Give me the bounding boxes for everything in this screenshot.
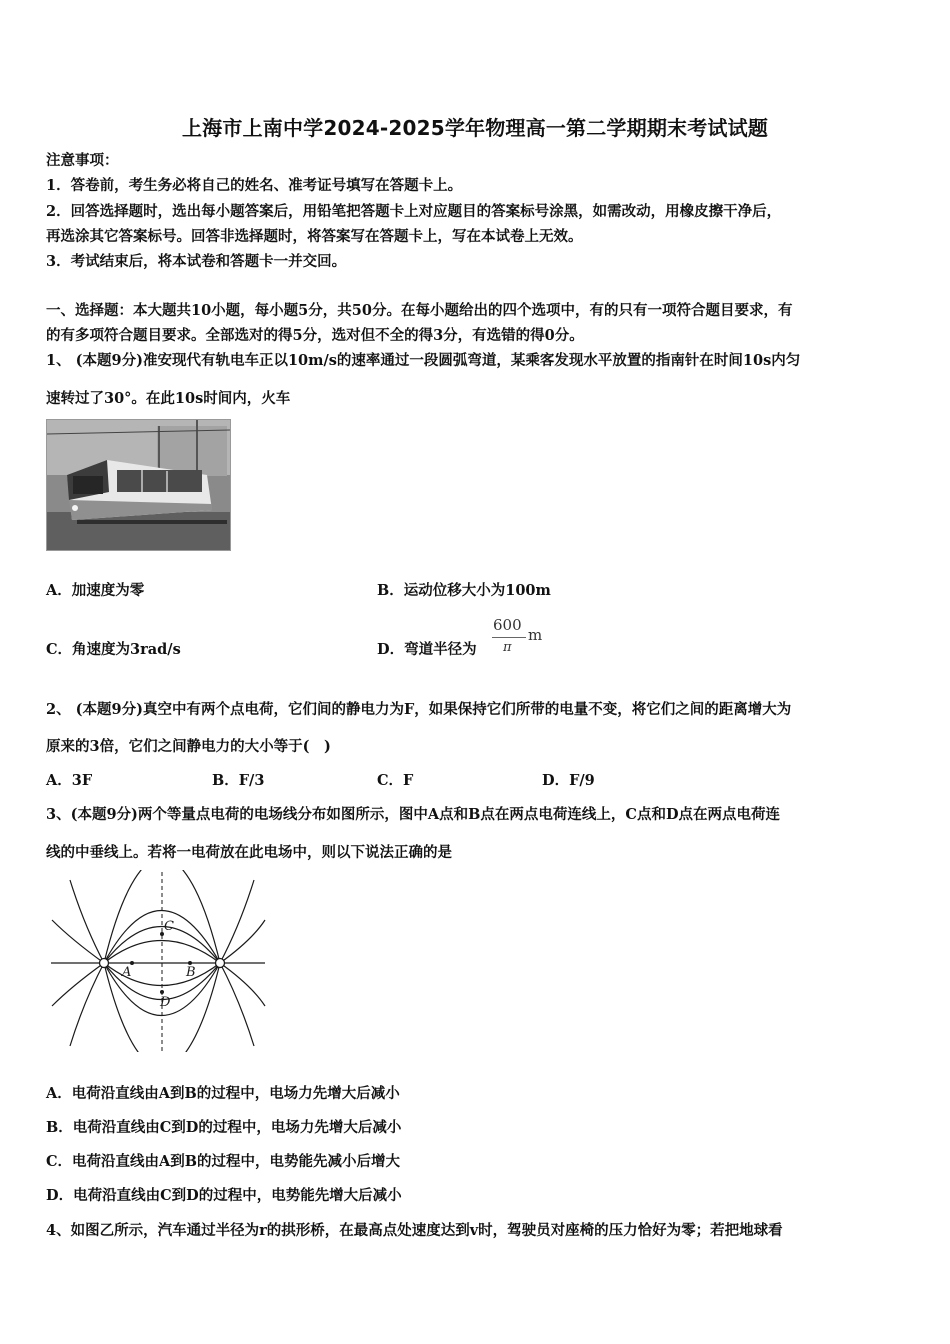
q2-stem-line-1: 2、 (本题9分)真空中有两个点电荷，它们间的静电力为F，如果保持它们所带的电量不变，将它们之间的距离增大为 xyxy=(46,701,792,718)
fraction-bar xyxy=(492,637,526,638)
fraction-numerator: 600 xyxy=(493,616,522,634)
q4-stem-line-1: 4、如图乙所示，汽车通过半径为r的拱形桥，在最高点处速度达到v时，驾驶员对座椅的压力恰好为零；若把地球看 xyxy=(46,1222,783,1239)
q1-option-b: B．运动位移大小为100m xyxy=(377,582,551,599)
q1-option-c: C．角速度为3rad/s xyxy=(46,641,181,658)
tram-illustration xyxy=(47,420,230,550)
q3-option-d: D．电荷沿直线由C到D的过程中，电势能先增大后减小 xyxy=(46,1187,402,1204)
notice-item-2: 2．回答选择题时，选出每小题答案后，用铅笔把答题卡上对应题目的答案标号涂黑，如需改动，用橡皮擦干净后， xyxy=(46,203,782,220)
notice-item-3: 3．考试结束后，将本试卷和答题卡一并交回。 xyxy=(46,253,347,270)
q1-stem-line-2: 速转过了30°。在此10s时间内，火车 xyxy=(46,390,291,407)
q3-option-b: B．电荷沿直线由C到D的过程中，电场力先增大后减小 xyxy=(46,1119,402,1136)
label-d: D xyxy=(160,995,171,1010)
notice-heading: 注意事项： xyxy=(46,152,119,169)
section1-line-2: 的有多项符合题目要求。全部选对的得5分，选对但不全的得3分，有选错的得0分。 xyxy=(46,327,584,344)
q3-option-a: A．电荷沿直线由A到B的过程中，电场力先增大后减小 xyxy=(46,1085,400,1102)
q2-option-b: B．F/3 xyxy=(212,772,265,789)
notice-item-2-cont: 再选涂其它答案标号。回答非选择题时，将答案写在答题卡上，写在本试卷上无效。 xyxy=(46,228,583,245)
q2-option-d: D．F/9 xyxy=(542,772,595,789)
q2-stem-line-2: 原来的3倍，它们之间静电力的大小等于( ) xyxy=(46,738,331,755)
q1-option-d: D．弯道半径为 xyxy=(377,641,477,658)
q2-option-a: A．3F xyxy=(46,772,93,789)
tram-photo xyxy=(46,419,231,551)
label-a: A xyxy=(122,965,132,980)
q3-stem-line-1: 3、(本题9分)两个等量点电荷的电场线分布如图所示，图中A点和B点在两点电荷连线上，C点和D点在两点电荷连 xyxy=(46,806,781,823)
q1-option-a: A．加速度为零 xyxy=(46,582,145,599)
label-c: C xyxy=(164,919,174,934)
fraction-unit: m xyxy=(528,626,543,644)
q3-option-c: C．电荷沿直线由A到B的过程中，电势能先减小后增大 xyxy=(46,1153,401,1170)
fraction-denominator: π xyxy=(503,640,512,655)
q3-stem-line-2: 线的中垂线上。若将一电荷放在此电场中，则以下说法正确的是 xyxy=(46,844,452,861)
electric-field-diagram xyxy=(46,870,270,1052)
section1-line-1: 一、选择题：本大题共10小题，每小题5分，共50分。在每小题给出的四个选项中，有的只有一项符合题目要求，有 xyxy=(46,302,793,319)
q1-option-d-fraction xyxy=(492,616,548,662)
field-lines-svg xyxy=(46,870,270,1052)
exam-title: 上海市上南中学2024-2025学年物理高一第二学期期末考试试题 xyxy=(181,116,769,140)
q1-stem-line-1: 1、 (本题9分)准安现代有轨电车正以10m/s的速率通过一段圆弧弯道，某乘客发现水平放置的指南针在时间10s内匀 xyxy=(46,352,801,369)
q2-option-c: C．F xyxy=(377,772,414,789)
label-b: B xyxy=(186,965,196,980)
notice-item-1: 1．答卷前，考生务必将自己的姓名、准考证号填写在答题卡上。 xyxy=(46,177,463,194)
